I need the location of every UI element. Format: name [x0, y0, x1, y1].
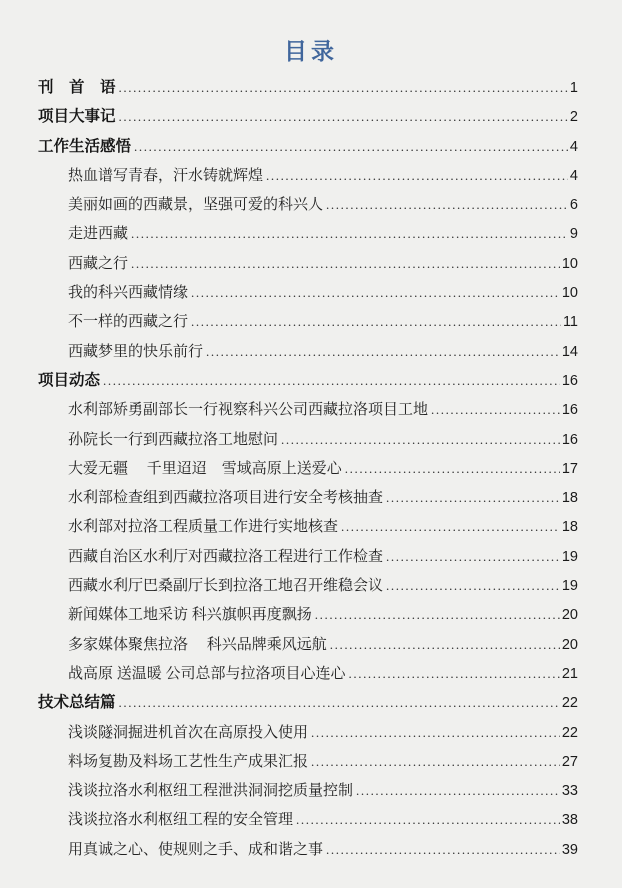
toc-page-number: 17: [561, 460, 578, 477]
toc-page-number: 19: [561, 578, 578, 595]
toc-page-number: 21: [561, 665, 578, 682]
toc-entry-title: 项目大事记: [38, 108, 116, 126]
toc-entry-title: 技术总结篇: [38, 694, 116, 712]
toc-entry[interactable]: [38, 132, 578, 161]
toc-list: [0, 66, 622, 864]
toc-page-number: 10: [561, 285, 578, 302]
toc-entry[interactable]: [38, 249, 578, 278]
toc-dot-leader: [431, 395, 560, 424]
toc-entry-title: 水利部对拉洛工程质量工作进行实地核查: [68, 519, 339, 536]
toc-entry[interactable]: [38, 102, 578, 131]
toc-entry-title: 西藏之行: [68, 255, 129, 272]
toc-entry[interactable]: [38, 718, 578, 747]
toc-dot-leader: [296, 805, 560, 834]
toc-entry[interactable]: [38, 747, 578, 776]
toc-entry[interactable]: [38, 337, 578, 366]
toc-entry-title: 我的科兴西藏情缘: [68, 285, 189, 302]
toc-dot-leader: [386, 483, 560, 512]
toc-entry[interactable]: [38, 307, 578, 336]
toc-entry-title: 新闻媒体工地采访 科兴旗帜再度飘扬: [68, 607, 312, 624]
toc-dot-leader: [386, 542, 560, 571]
toc-dot-leader: [119, 73, 568, 102]
toc-entry-title: 水利部矫勇副部长一行视察科兴公司西藏拉洛项目工地: [68, 402, 429, 419]
toc-page-number: 4: [569, 167, 578, 184]
toc-page-number: 18: [561, 519, 578, 536]
toc-entry[interactable]: [38, 395, 578, 424]
toc-entry-title: 走进西藏: [68, 226, 129, 243]
toc-entry-title: 多家媒体聚焦拉洛 科兴品牌乘风远航: [68, 636, 327, 653]
toc-entry[interactable]: [38, 73, 578, 102]
toc-page-number: 14: [561, 343, 578, 360]
toc-entry-title: 浅谈隧洞掘进机首次在高原投入使用: [68, 724, 309, 741]
toc-entry[interactable]: [38, 630, 578, 659]
toc-page-number: 16: [561, 372, 578, 389]
toc-dot-leader: [191, 278, 560, 307]
toc-entry[interactable]: [38, 219, 578, 248]
toc-page-number: 18: [561, 490, 578, 507]
page-title: 目录: [284, 38, 338, 64]
toc-entry-title: 孙院长一行到西藏拉洛工地慰问: [68, 431, 279, 448]
toc-dot-leader: [131, 219, 568, 248]
toc-entry[interactable]: [38, 425, 578, 454]
toc-dot-leader: [103, 366, 560, 395]
toc-dot-leader: [326, 835, 560, 864]
toc-page-number: 1: [569, 80, 578, 96]
toc-page-number: 11: [562, 314, 578, 331]
toc-entry[interactable]: [38, 805, 578, 834]
toc-dot-leader: [345, 454, 560, 483]
toc-dot-leader: [206, 337, 560, 366]
toc-entry[interactable]: [38, 600, 578, 629]
toc-entry-title: 西藏水利厅巴桑副厅长到拉洛工地召开维稳会议: [68, 578, 384, 595]
toc-page-number: 20: [561, 636, 578, 653]
toc-entry-title: 大爱无疆 千里迢迢 雪域高原上送爱心: [68, 460, 342, 477]
toc-entry-title: 水利部检查组到西藏拉洛项目进行安全考核抽查: [68, 490, 384, 507]
toc-dot-leader: [134, 132, 568, 161]
toc-entry-title: 不一样的西藏之行: [68, 314, 189, 331]
toc-page-number: 22: [561, 724, 578, 741]
toc-entry[interactable]: [38, 659, 578, 688]
toc-page-number: 2: [569, 109, 578, 126]
toc-page-number: 16: [561, 431, 578, 448]
toc-entry-title: 热血谱写青春，汗水铸就辉煌: [68, 167, 264, 184]
toc-entry-title: 浅谈拉洛水利枢纽工程的安全管理: [68, 812, 294, 829]
toc-entry[interactable]: [38, 542, 578, 571]
toc-entry-title: 刊 首 语: [38, 79, 116, 96]
toc-page-number: 39: [561, 841, 578, 858]
toc-entry-title: 西藏梦里的快乐前行: [68, 343, 204, 360]
toc-entry[interactable]: [38, 512, 578, 541]
toc-dot-leader: [266, 161, 568, 190]
toc-entry[interactable]: [38, 688, 578, 717]
toc-entry-title: 战高原 送温暖 公司总部与拉洛项目心连心: [68, 665, 346, 682]
toc-dot-leader: [119, 688, 560, 717]
toc-page-number: 27: [561, 753, 578, 770]
toc-dot-leader: [386, 571, 560, 600]
toc-entry[interactable]: [38, 161, 578, 190]
toc-entry-title: 美丽如画的西藏景，坚强可爱的科兴人: [68, 197, 324, 214]
toc-page-number: 19: [561, 548, 578, 565]
toc-entry-title: 项目动态: [38, 371, 101, 389]
toc-dot-leader: [281, 425, 560, 454]
toc-entry-title: 料场复勘及料场工艺性生产成果汇报: [68, 753, 309, 770]
toc-dot-leader: [311, 747, 560, 776]
toc-page-number: 4: [569, 138, 578, 155]
toc-entry[interactable]: [38, 190, 578, 219]
toc-page-number: 16: [561, 402, 578, 419]
toc-dot-leader: [311, 718, 560, 747]
toc-entry[interactable]: [38, 835, 578, 864]
toc-dot-leader: [356, 776, 560, 805]
toc-dot-leader: [315, 600, 560, 629]
toc-dot-leader: [341, 512, 560, 541]
toc-page-number: 9: [569, 226, 578, 243]
toc-page-number: 22: [561, 695, 578, 712]
toc-entry-title: 工作生活感悟: [38, 137, 132, 155]
toc-dot-leader: [349, 659, 560, 688]
toc-entry-title: 用真诚之心、使规则之手、成和谐之事: [68, 841, 324, 858]
toc-entry[interactable]: [38, 571, 578, 600]
toc-entry[interactable]: [38, 454, 578, 483]
toc-dot-leader: [330, 630, 560, 659]
toc-dot-leader: [191, 307, 561, 336]
toc-page-number: 6: [569, 197, 578, 214]
toc-entry[interactable]: [38, 483, 578, 512]
toc-entry[interactable]: [38, 278, 578, 307]
toc-page-number: 38: [561, 812, 578, 829]
toc-page-number: 33: [561, 783, 578, 800]
toc-dot-leader: [119, 102, 568, 131]
toc-page-number: 10: [561, 255, 578, 272]
toc-entry[interactable]: [38, 776, 578, 805]
toc-dot-leader: [326, 190, 568, 219]
toc-page-number: 20: [561, 607, 578, 624]
toc-entry-title: 浅谈拉洛水利枢纽工程泄洪洞洞挖质量控制: [68, 783, 354, 800]
toc-entry-title: 西藏自治区水利厅对西藏拉洛工程进行工作检查: [68, 548, 384, 565]
toc-entry[interactable]: [38, 366, 578, 395]
toc-dot-leader: [131, 249, 560, 278]
